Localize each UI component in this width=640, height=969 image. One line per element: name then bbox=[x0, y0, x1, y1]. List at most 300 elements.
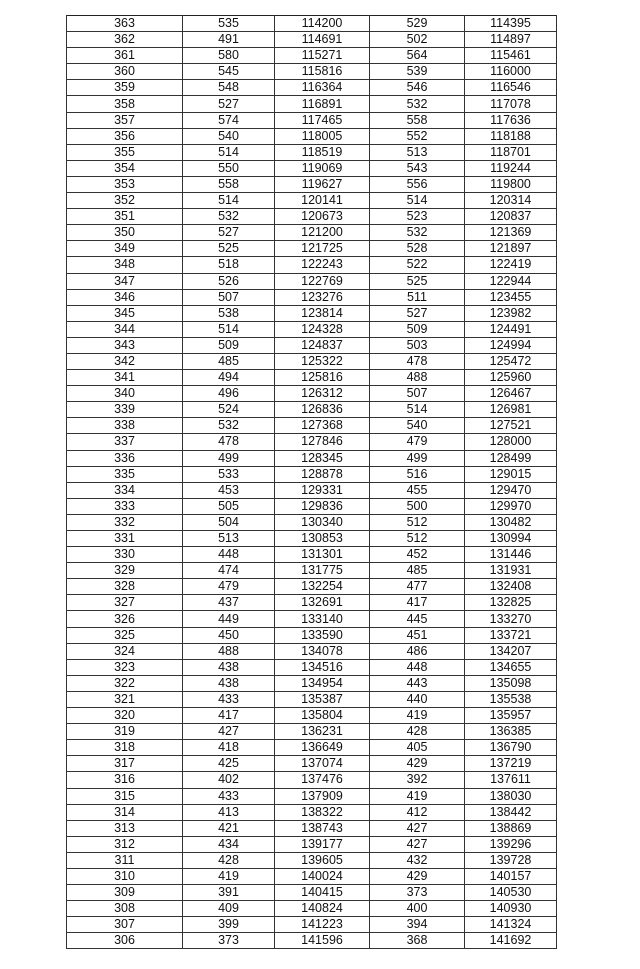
count-cell-a: 474 bbox=[183, 563, 275, 579]
count-cell-b: 514 bbox=[370, 402, 465, 418]
cumulative-cell-b: 122944 bbox=[465, 273, 557, 289]
cumulative-cell-b: 131446 bbox=[465, 547, 557, 563]
cumulative-cell-b: 132408 bbox=[465, 579, 557, 595]
score-distribution-table bbox=[66, 15, 557, 949]
count-cell-a: 402 bbox=[183, 772, 275, 788]
score-cell: 309 bbox=[67, 885, 183, 901]
table-row bbox=[67, 289, 557, 305]
count-cell-a: 450 bbox=[183, 627, 275, 643]
table-row bbox=[67, 112, 557, 128]
count-cell-b: 429 bbox=[370, 756, 465, 772]
cumulative-cell-a: 131301 bbox=[275, 547, 370, 563]
cumulative-cell-a: 128878 bbox=[275, 466, 370, 482]
table-row bbox=[67, 917, 557, 933]
count-cell-b: 564 bbox=[370, 48, 465, 64]
cumulative-cell-a: 133590 bbox=[275, 627, 370, 643]
cumulative-cell-a: 127846 bbox=[275, 434, 370, 450]
cumulative-cell-b: 124994 bbox=[465, 337, 557, 353]
count-cell-b: 368 bbox=[370, 933, 465, 949]
cumulative-cell-a: 134078 bbox=[275, 643, 370, 659]
cumulative-cell-a: 130340 bbox=[275, 514, 370, 530]
score-cell: 349 bbox=[67, 241, 183, 257]
count-cell-a: 518 bbox=[183, 257, 275, 273]
score-cell: 337 bbox=[67, 434, 183, 450]
cumulative-cell-b: 138030 bbox=[465, 788, 557, 804]
score-cell: 342 bbox=[67, 353, 183, 369]
cumulative-cell-b: 133270 bbox=[465, 611, 557, 627]
count-cell-b: 412 bbox=[370, 804, 465, 820]
table-row bbox=[67, 643, 557, 659]
cumulative-cell-b: 123455 bbox=[465, 289, 557, 305]
score-cell: 307 bbox=[67, 917, 183, 933]
table-row bbox=[67, 353, 557, 369]
cumulative-cell-b: 120314 bbox=[465, 193, 557, 209]
table-row bbox=[67, 386, 557, 402]
cumulative-cell-b: 115461 bbox=[465, 48, 557, 64]
count-cell-a: 479 bbox=[183, 579, 275, 595]
count-cell-a: 504 bbox=[183, 514, 275, 530]
count-cell-a: 533 bbox=[183, 466, 275, 482]
cumulative-cell-a: 134516 bbox=[275, 659, 370, 675]
table-row bbox=[67, 225, 557, 241]
count-cell-a: 514 bbox=[183, 144, 275, 160]
cumulative-cell-b: 139728 bbox=[465, 852, 557, 868]
count-cell-a: 428 bbox=[183, 852, 275, 868]
count-cell-a: 409 bbox=[183, 901, 275, 917]
cumulative-cell-a: 123814 bbox=[275, 305, 370, 321]
count-cell-b: 539 bbox=[370, 64, 465, 80]
count-cell-a: 525 bbox=[183, 241, 275, 257]
count-cell-b: 516 bbox=[370, 466, 465, 482]
count-cell-b: 513 bbox=[370, 144, 465, 160]
cumulative-cell-b: 117636 bbox=[465, 112, 557, 128]
cumulative-cell-b: 123982 bbox=[465, 305, 557, 321]
cumulative-cell-a: 118005 bbox=[275, 128, 370, 144]
table-row bbox=[67, 933, 557, 949]
table-row bbox=[67, 48, 557, 64]
cumulative-cell-b: 129970 bbox=[465, 498, 557, 514]
cumulative-cell-b: 140157 bbox=[465, 868, 557, 884]
count-cell-b: 419 bbox=[370, 708, 465, 724]
cumulative-cell-b: 118701 bbox=[465, 144, 557, 160]
table-row bbox=[67, 724, 557, 740]
score-cell: 339 bbox=[67, 402, 183, 418]
table-row bbox=[67, 498, 557, 514]
cumulative-cell-b: 121897 bbox=[465, 241, 557, 257]
cumulative-cell-a: 121725 bbox=[275, 241, 370, 257]
count-cell-b: 558 bbox=[370, 112, 465, 128]
score-cell: 333 bbox=[67, 498, 183, 514]
cumulative-cell-a: 119069 bbox=[275, 160, 370, 176]
cumulative-cell-b: 114897 bbox=[465, 32, 557, 48]
table-row bbox=[67, 96, 557, 112]
count-cell-b: 546 bbox=[370, 80, 465, 96]
cumulative-cell-a: 118519 bbox=[275, 144, 370, 160]
cumulative-cell-b: 137611 bbox=[465, 772, 557, 788]
count-cell-a: 513 bbox=[183, 531, 275, 547]
table-row bbox=[67, 514, 557, 530]
count-cell-b: 552 bbox=[370, 128, 465, 144]
score-cell: 325 bbox=[67, 627, 183, 643]
table-row bbox=[67, 691, 557, 707]
score-cell: 346 bbox=[67, 289, 183, 305]
score-cell: 332 bbox=[67, 514, 183, 530]
cumulative-cell-b: 139296 bbox=[465, 836, 557, 852]
table-row bbox=[67, 64, 557, 80]
cumulative-cell-b: 122419 bbox=[465, 257, 557, 273]
count-cell-b: 478 bbox=[370, 353, 465, 369]
count-cell-a: 437 bbox=[183, 595, 275, 611]
cumulative-cell-a: 129836 bbox=[275, 498, 370, 514]
cumulative-cell-a: 134954 bbox=[275, 675, 370, 691]
cumulative-cell-b: 126467 bbox=[465, 386, 557, 402]
score-cell: 340 bbox=[67, 386, 183, 402]
cumulative-cell-a: 133140 bbox=[275, 611, 370, 627]
table-row bbox=[67, 144, 557, 160]
count-cell-b: 512 bbox=[370, 514, 465, 530]
cumulative-cell-a: 139605 bbox=[275, 852, 370, 868]
score-cell: 321 bbox=[67, 691, 183, 707]
cumulative-cell-a: 119627 bbox=[275, 176, 370, 192]
count-cell-a: 509 bbox=[183, 337, 275, 353]
count-cell-b: 499 bbox=[370, 450, 465, 466]
table-row bbox=[67, 708, 557, 724]
score-cell: 323 bbox=[67, 659, 183, 675]
score-cell: 344 bbox=[67, 321, 183, 337]
count-cell-a: 438 bbox=[183, 675, 275, 691]
count-cell-a: 507 bbox=[183, 289, 275, 305]
count-cell-b: 443 bbox=[370, 675, 465, 691]
score-cell: 355 bbox=[67, 144, 183, 160]
table-row bbox=[67, 321, 557, 337]
count-cell-b: 419 bbox=[370, 788, 465, 804]
score-cell: 326 bbox=[67, 611, 183, 627]
count-cell-a: 548 bbox=[183, 80, 275, 96]
table-row bbox=[67, 804, 557, 820]
cumulative-cell-b: 116546 bbox=[465, 80, 557, 96]
count-cell-b: 448 bbox=[370, 659, 465, 675]
table-row bbox=[67, 675, 557, 691]
cumulative-cell-a: 122769 bbox=[275, 273, 370, 289]
count-cell-a: 527 bbox=[183, 96, 275, 112]
count-cell-b: 428 bbox=[370, 724, 465, 740]
cumulative-cell-a: 125322 bbox=[275, 353, 370, 369]
count-cell-a: 453 bbox=[183, 482, 275, 498]
count-cell-a: 505 bbox=[183, 498, 275, 514]
cumulative-cell-b: 130994 bbox=[465, 531, 557, 547]
cumulative-cell-a: 140824 bbox=[275, 901, 370, 917]
score-cell: 311 bbox=[67, 852, 183, 868]
cumulative-cell-a: 127368 bbox=[275, 418, 370, 434]
score-cell: 358 bbox=[67, 96, 183, 112]
table-row bbox=[67, 193, 557, 209]
count-cell-a: 425 bbox=[183, 756, 275, 772]
count-cell-b: 509 bbox=[370, 321, 465, 337]
table-row bbox=[67, 402, 557, 418]
score-cell: 306 bbox=[67, 933, 183, 949]
count-cell-b: 486 bbox=[370, 643, 465, 659]
count-cell-a: 491 bbox=[183, 32, 275, 48]
cumulative-cell-b: 137219 bbox=[465, 756, 557, 772]
table-row bbox=[67, 450, 557, 466]
cumulative-cell-b: 127521 bbox=[465, 418, 557, 434]
cumulative-cell-b: 135538 bbox=[465, 691, 557, 707]
table-row bbox=[67, 80, 557, 96]
cumulative-cell-b: 119244 bbox=[465, 160, 557, 176]
cumulative-cell-a: 128345 bbox=[275, 450, 370, 466]
count-cell-b: 540 bbox=[370, 418, 465, 434]
cumulative-cell-b: 136790 bbox=[465, 740, 557, 756]
count-cell-b: 543 bbox=[370, 160, 465, 176]
cumulative-cell-b: 129470 bbox=[465, 482, 557, 498]
score-cell: 341 bbox=[67, 370, 183, 386]
cumulative-cell-b: 134207 bbox=[465, 643, 557, 659]
cumulative-cell-b: 134655 bbox=[465, 659, 557, 675]
cumulative-cell-a: 130853 bbox=[275, 531, 370, 547]
count-cell-b: 427 bbox=[370, 820, 465, 836]
cumulative-cell-a: 116891 bbox=[275, 96, 370, 112]
score-cell: 328 bbox=[67, 579, 183, 595]
cumulative-cell-a: 116364 bbox=[275, 80, 370, 96]
cumulative-cell-a: 135387 bbox=[275, 691, 370, 707]
count-cell-a: 488 bbox=[183, 643, 275, 659]
score-cell: 316 bbox=[67, 772, 183, 788]
count-cell-b: 511 bbox=[370, 289, 465, 305]
table-row bbox=[67, 627, 557, 643]
score-cell: 324 bbox=[67, 643, 183, 659]
table-row bbox=[67, 305, 557, 321]
table-row bbox=[67, 370, 557, 386]
score-cell: 363 bbox=[67, 16, 183, 32]
table-body bbox=[67, 16, 557, 949]
score-cell: 359 bbox=[67, 80, 183, 96]
score-cell: 320 bbox=[67, 708, 183, 724]
table-row bbox=[67, 273, 557, 289]
count-cell-b: 527 bbox=[370, 305, 465, 321]
count-cell-b: 525 bbox=[370, 273, 465, 289]
count-cell-b: 392 bbox=[370, 772, 465, 788]
count-cell-a: 418 bbox=[183, 740, 275, 756]
count-cell-b: 452 bbox=[370, 547, 465, 563]
count-cell-a: 391 bbox=[183, 885, 275, 901]
count-cell-a: 449 bbox=[183, 611, 275, 627]
count-cell-a: 545 bbox=[183, 64, 275, 80]
cumulative-cell-a: 114691 bbox=[275, 32, 370, 48]
count-cell-a: 373 bbox=[183, 933, 275, 949]
cumulative-cell-b: 128000 bbox=[465, 434, 557, 450]
count-cell-a: 558 bbox=[183, 176, 275, 192]
cumulative-cell-a: 136231 bbox=[275, 724, 370, 740]
count-cell-b: 532 bbox=[370, 96, 465, 112]
score-cell: 322 bbox=[67, 675, 183, 691]
cumulative-cell-b: 118188 bbox=[465, 128, 557, 144]
count-cell-a: 527 bbox=[183, 225, 275, 241]
count-cell-b: 507 bbox=[370, 386, 465, 402]
table-row bbox=[67, 257, 557, 273]
cumulative-cell-a: 126836 bbox=[275, 402, 370, 418]
table-row bbox=[67, 595, 557, 611]
table-row bbox=[67, 176, 557, 192]
count-cell-a: 574 bbox=[183, 112, 275, 128]
table-row bbox=[67, 209, 557, 225]
count-cell-a: 478 bbox=[183, 434, 275, 450]
count-cell-b: 532 bbox=[370, 225, 465, 241]
cumulative-cell-a: 135804 bbox=[275, 708, 370, 724]
score-cell: 308 bbox=[67, 901, 183, 917]
score-cell: 360 bbox=[67, 64, 183, 80]
table-row bbox=[67, 852, 557, 868]
table-row bbox=[67, 740, 557, 756]
table-row bbox=[67, 337, 557, 353]
count-cell-a: 580 bbox=[183, 48, 275, 64]
count-cell-b: 440 bbox=[370, 691, 465, 707]
cumulative-cell-b: 140530 bbox=[465, 885, 557, 901]
table-row bbox=[67, 579, 557, 595]
count-cell-a: 499 bbox=[183, 450, 275, 466]
count-cell-b: 522 bbox=[370, 257, 465, 273]
count-cell-a: 433 bbox=[183, 788, 275, 804]
table-row bbox=[67, 466, 557, 482]
count-cell-b: 373 bbox=[370, 885, 465, 901]
cumulative-cell-b: 140930 bbox=[465, 901, 557, 917]
cumulative-cell-b: 121369 bbox=[465, 225, 557, 241]
count-cell-b: 400 bbox=[370, 901, 465, 917]
score-cell: 350 bbox=[67, 225, 183, 241]
count-cell-a: 538 bbox=[183, 305, 275, 321]
cumulative-cell-a: 120141 bbox=[275, 193, 370, 209]
cumulative-cell-a: 138743 bbox=[275, 820, 370, 836]
cumulative-cell-a: 125816 bbox=[275, 370, 370, 386]
score-cell: 353 bbox=[67, 176, 183, 192]
count-cell-a: 399 bbox=[183, 917, 275, 933]
cumulative-cell-b: 129015 bbox=[465, 466, 557, 482]
score-cell: 347 bbox=[67, 273, 183, 289]
cumulative-cell-a: 141223 bbox=[275, 917, 370, 933]
count-cell-a: 427 bbox=[183, 724, 275, 740]
score-cell: 327 bbox=[67, 595, 183, 611]
count-cell-b: 512 bbox=[370, 531, 465, 547]
table-row bbox=[67, 547, 557, 563]
cumulative-cell-b: 125472 bbox=[465, 353, 557, 369]
cumulative-cell-a: 140415 bbox=[275, 885, 370, 901]
score-cell: 330 bbox=[67, 547, 183, 563]
count-cell-a: 434 bbox=[183, 836, 275, 852]
table-row bbox=[67, 241, 557, 257]
cumulative-cell-b: 114395 bbox=[465, 16, 557, 32]
table-row bbox=[67, 788, 557, 804]
count-cell-b: 429 bbox=[370, 868, 465, 884]
count-cell-a: 413 bbox=[183, 804, 275, 820]
count-cell-a: 540 bbox=[183, 128, 275, 144]
score-cell: 338 bbox=[67, 418, 183, 434]
count-cell-b: 556 bbox=[370, 176, 465, 192]
cumulative-cell-b: 136385 bbox=[465, 724, 557, 740]
count-cell-b: 479 bbox=[370, 434, 465, 450]
count-cell-a: 421 bbox=[183, 820, 275, 836]
cumulative-cell-a: 120673 bbox=[275, 209, 370, 225]
cumulative-cell-a: 137074 bbox=[275, 756, 370, 772]
table-row bbox=[67, 836, 557, 852]
score-cell: 356 bbox=[67, 128, 183, 144]
cumulative-cell-a: 132691 bbox=[275, 595, 370, 611]
count-cell-b: 394 bbox=[370, 917, 465, 933]
cumulative-cell-a: 122243 bbox=[275, 257, 370, 273]
cumulative-cell-a: 114200 bbox=[275, 16, 370, 32]
count-cell-a: 532 bbox=[183, 209, 275, 225]
count-cell-b: 417 bbox=[370, 595, 465, 611]
table-row bbox=[67, 901, 557, 917]
count-cell-b: 455 bbox=[370, 482, 465, 498]
table-row bbox=[67, 611, 557, 627]
cumulative-cell-b: 130482 bbox=[465, 514, 557, 530]
cumulative-cell-b: 138869 bbox=[465, 820, 557, 836]
cumulative-cell-b: 126981 bbox=[465, 402, 557, 418]
count-cell-b: 514 bbox=[370, 193, 465, 209]
cumulative-cell-a: 136649 bbox=[275, 740, 370, 756]
table-row bbox=[67, 482, 557, 498]
score-cell: 331 bbox=[67, 531, 183, 547]
table-row bbox=[67, 418, 557, 434]
cumulative-cell-a: 123276 bbox=[275, 289, 370, 305]
count-cell-b: 528 bbox=[370, 241, 465, 257]
count-cell-b: 485 bbox=[370, 563, 465, 579]
score-cell: 317 bbox=[67, 756, 183, 772]
cumulative-cell-a: 126312 bbox=[275, 386, 370, 402]
table-row bbox=[67, 868, 557, 884]
cumulative-cell-b: 138442 bbox=[465, 804, 557, 820]
cumulative-cell-a: 132254 bbox=[275, 579, 370, 595]
score-cell: 357 bbox=[67, 112, 183, 128]
table-row bbox=[67, 820, 557, 836]
table-row bbox=[67, 434, 557, 450]
score-cell: 345 bbox=[67, 305, 183, 321]
cumulative-cell-b: 133721 bbox=[465, 627, 557, 643]
table-row bbox=[67, 756, 557, 772]
count-cell-a: 485 bbox=[183, 353, 275, 369]
count-cell-a: 438 bbox=[183, 659, 275, 675]
cumulative-cell-b: 117078 bbox=[465, 96, 557, 112]
cumulative-cell-a: 137476 bbox=[275, 772, 370, 788]
table-row bbox=[67, 772, 557, 788]
score-cell: 313 bbox=[67, 820, 183, 836]
score-cell: 348 bbox=[67, 257, 183, 273]
score-cell: 343 bbox=[67, 337, 183, 353]
table-row bbox=[67, 128, 557, 144]
cumulative-cell-b: 124491 bbox=[465, 321, 557, 337]
score-cell: 336 bbox=[67, 450, 183, 466]
count-cell-a: 448 bbox=[183, 547, 275, 563]
cumulative-cell-a: 115271 bbox=[275, 48, 370, 64]
score-cell: 334 bbox=[67, 482, 183, 498]
cumulative-cell-b: 131931 bbox=[465, 563, 557, 579]
count-cell-b: 432 bbox=[370, 852, 465, 868]
count-cell-b: 500 bbox=[370, 498, 465, 514]
cumulative-cell-a: 131775 bbox=[275, 563, 370, 579]
count-cell-b: 405 bbox=[370, 740, 465, 756]
cumulative-cell-a: 124328 bbox=[275, 321, 370, 337]
count-cell-b: 502 bbox=[370, 32, 465, 48]
count-cell-a: 524 bbox=[183, 402, 275, 418]
cumulative-cell-b: 119800 bbox=[465, 176, 557, 192]
score-cell: 335 bbox=[67, 466, 183, 482]
score-cell: 319 bbox=[67, 724, 183, 740]
cumulative-cell-b: 135098 bbox=[465, 675, 557, 691]
cumulative-cell-b: 141692 bbox=[465, 933, 557, 949]
score-cell: 329 bbox=[67, 563, 183, 579]
cumulative-cell-a: 121200 bbox=[275, 225, 370, 241]
count-cell-a: 526 bbox=[183, 273, 275, 289]
score-cell: 315 bbox=[67, 788, 183, 804]
